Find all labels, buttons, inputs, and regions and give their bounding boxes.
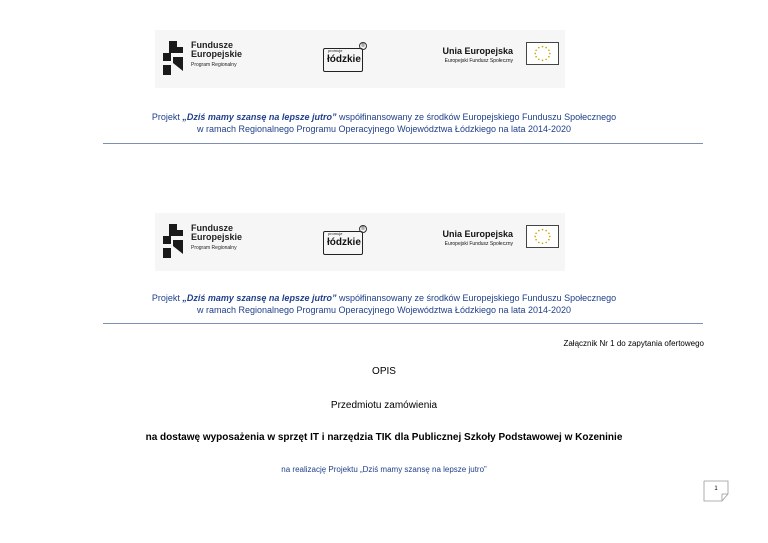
attachment-note: Załącznik Nr 1 do zapytania ofertowego [563, 339, 704, 348]
logo-band-1 [155, 30, 565, 88]
project-line-1 [0, 111, 768, 123]
eu-flag-icon [526, 225, 559, 248]
fundusze-line1: Fundusze [191, 40, 233, 50]
project-line-2: w ramach Regionalnego Programu Operacyjnego Województwa Łódzkiego na lata 2014-2020 [196, 124, 572, 134]
ue-title: Unia Europejska [442, 46, 513, 56]
project-prefix: Projekt [151, 112, 183, 122]
document-title: OPIS [372, 366, 396, 377]
lodzkie-small-text: promuje [328, 231, 343, 236]
document-subtitle: Przedmiotu zamówienia [330, 400, 438, 411]
project-quote: „Dziś mamy szansę na lepsze jutro” [182, 293, 337, 303]
project-rest: współfinansowany ze środków Europejskiego Funduszu Społecznego [336, 293, 617, 303]
fundusze-europejskie-logo-icon [163, 41, 183, 75]
project-realization-note: na realizację Projektu „Dziś mamy szansę na lepsze jutro” [281, 465, 487, 474]
ue-title: Unia Europejska [442, 229, 513, 239]
project-rest: współfinansowany ze środków Europejskiego Funduszu Społecznego [336, 112, 617, 122]
logo-band-2 [155, 213, 565, 271]
project-info-2 [0, 292, 768, 316]
promuje-lodzkie-logo [323, 227, 365, 257]
lodzkie-small-text: promuje [328, 48, 343, 53]
fundusze-logo-text [191, 41, 242, 70]
project-prefix: Projekt [151, 293, 183, 303]
header-divider-1 [103, 143, 703, 144]
eu-flag-icon [526, 42, 559, 65]
project-info-1 [0, 111, 768, 135]
unia-europejska-text [442, 46, 513, 64]
fundusze-line2: Europejskie [191, 49, 243, 59]
project-line-1 [0, 292, 768, 304]
fundusze-line3: Program Regionalny [191, 245, 237, 251]
registered-mark-icon: ® [359, 225, 367, 233]
project-quote: „Dziś mamy szansę na lepsze jutro” [182, 112, 337, 122]
ue-subtitle: Europejski Fundusz Społeczny [444, 241, 513, 247]
page-number: 1 [714, 486, 718, 492]
registered-mark-icon: ® [359, 42, 367, 50]
fundusze-logo-text [191, 224, 242, 253]
project-line-2: w ramach Regionalnego Programu Operacyjnego Województwa Łódzkiego na lata 2014-2020 [196, 305, 572, 315]
fundusze-line3: Program Regionalny [191, 62, 237, 68]
fundusze-europejskie-logo-icon [163, 224, 183, 258]
fundusze-line1: Fundusze [191, 223, 233, 233]
page-number-box [703, 480, 729, 502]
lodzkie-big-text: łódzkie [327, 237, 361, 248]
promuje-lodzkie-logo [323, 44, 365, 74]
order-description: na dostawę wyposażenia w sprzęt IT i narzędzia TIK dla Publicznej Szkoły Podstawowej w Kozeninie [145, 432, 623, 443]
fundusze-line2: Europejskie [191, 232, 243, 242]
unia-europejska-text [442, 229, 513, 247]
header-divider-2 [103, 323, 703, 324]
lodzkie-big-text: łódzkie [327, 54, 361, 65]
ue-subtitle: Europejski Fundusz Społeczny [444, 58, 513, 64]
